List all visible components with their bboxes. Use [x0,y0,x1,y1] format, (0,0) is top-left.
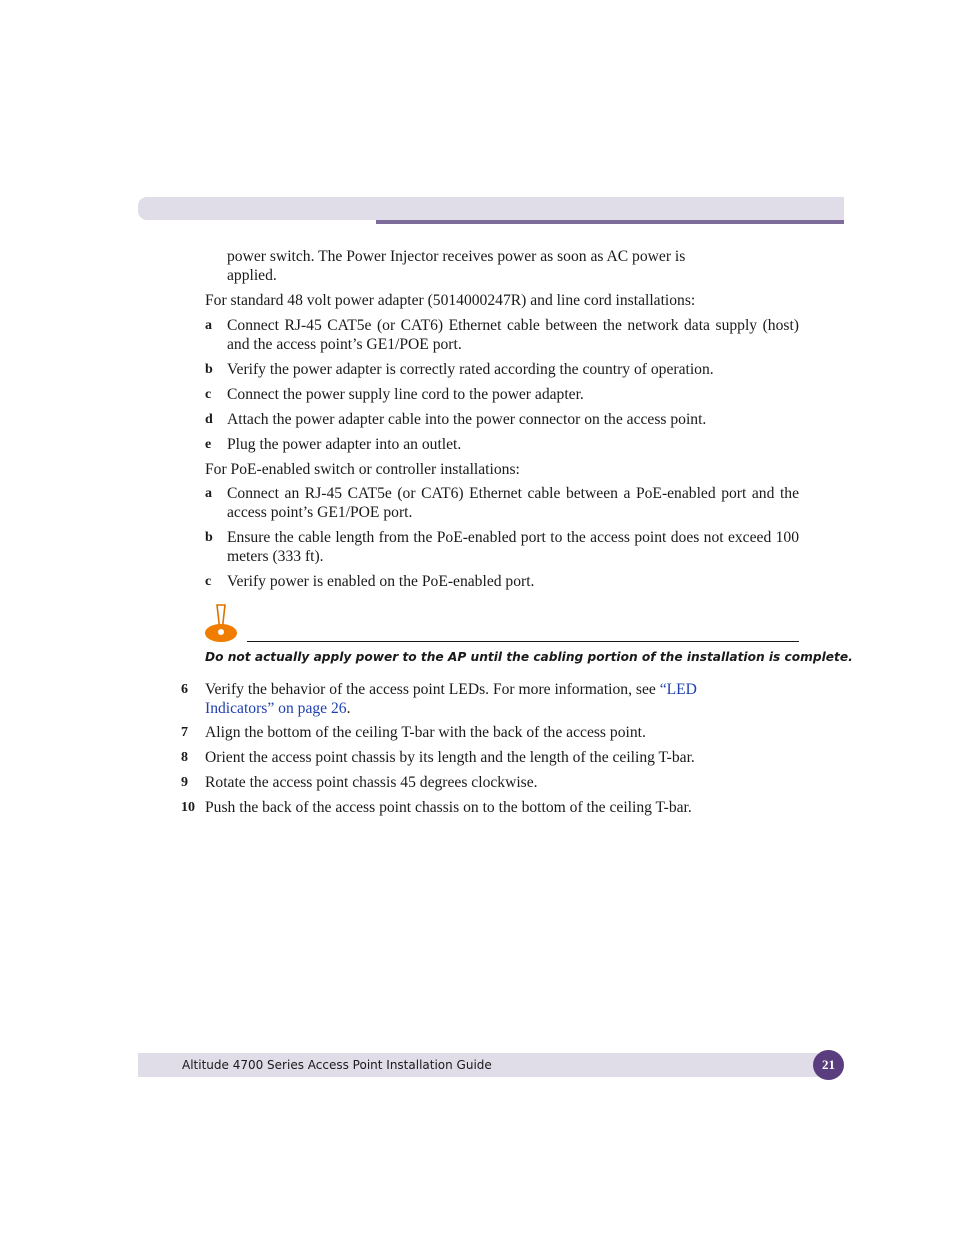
step-number: 9 [181,775,188,790]
list-item-text: Verify power is enabled on the PoE-enabled port. [227,573,535,590]
list-item-text: Plug the power adapter into an outlet. [227,436,462,453]
footer-title: Altitude 4700 Series Access Point Installation Guide [182,1058,492,1072]
step-text-body: Verify the behavior of the access point LEDs. For more information, see [205,681,660,698]
list-item-text: Verify the power adapter is correctly rated according the country of operation. [227,361,714,378]
list-item-label: c [205,387,212,402]
list-item-text: Attach the power adapter cable into the power connector on the access point. [227,411,707,428]
list-item-text: Ensure the cable length from the PoE-enabled port to the access point does not exceed 100 meters (333 ft). [227,529,799,565]
list-item-label: c [205,574,212,589]
list-item-text: Connect the power supply line cord to the power adapter. [227,386,584,403]
list-item-text: Connect an RJ-45 CAT5e (or CAT6) Ethernet cable between a PoE-enabled port and the access point’s GE1/POE port. [227,485,799,521]
poe-intro: For PoE-enabled switch or controller installations: [205,461,520,478]
step-number: 7 [181,725,188,740]
step-text [205,680,765,718]
step-text: Orient the access point chassis by its length and the length of the ceiling T-bar. [205,749,695,766]
continuation-line-2: applied. [227,267,277,284]
list-item-label: e [205,437,212,452]
standard-intro: For standard 48 volt power adapter (5014000247R) and line cord installations: [205,292,696,309]
step-number: 10 [181,800,195,815]
list-item-label: b [205,530,213,545]
step-number: 6 [181,682,188,697]
list-item-label: a [205,318,212,333]
step-number: 8 [181,750,188,765]
step-text: Push the back of the access point chassis on to the bottom of the ceiling T-bar. [205,799,692,816]
step-text-end: . [346,700,351,717]
list-item-text: Connect RJ-45 CAT5e (or CAT6) Ethernet cable between the network data supply (host) and the access point’s GE1/POE port. [227,317,799,353]
led-indicators-link[interactable]: “LED Indicators” on page 26 [205,681,697,717]
caution-icon [203,603,239,645]
list-item-label: b [205,362,213,377]
caution-text: Do not actually apply power to the AP until the cabling portion of the installation is complete. [205,650,853,664]
list-item-label: a [205,486,212,501]
continuation-paragraph [227,247,797,285]
continuation-line-1: power switch. The Power Injector receives power as soon as AC power is [227,248,686,265]
step-text: Rotate the access point chassis 45 degrees clockwise. [205,774,538,791]
caution-rule [247,641,799,642]
page-number-badge: 21 [813,1050,844,1080]
step-text: Align the bottom of the ceiling T-bar with the back of the access point. [205,724,646,741]
list-item-label: d [205,412,213,427]
